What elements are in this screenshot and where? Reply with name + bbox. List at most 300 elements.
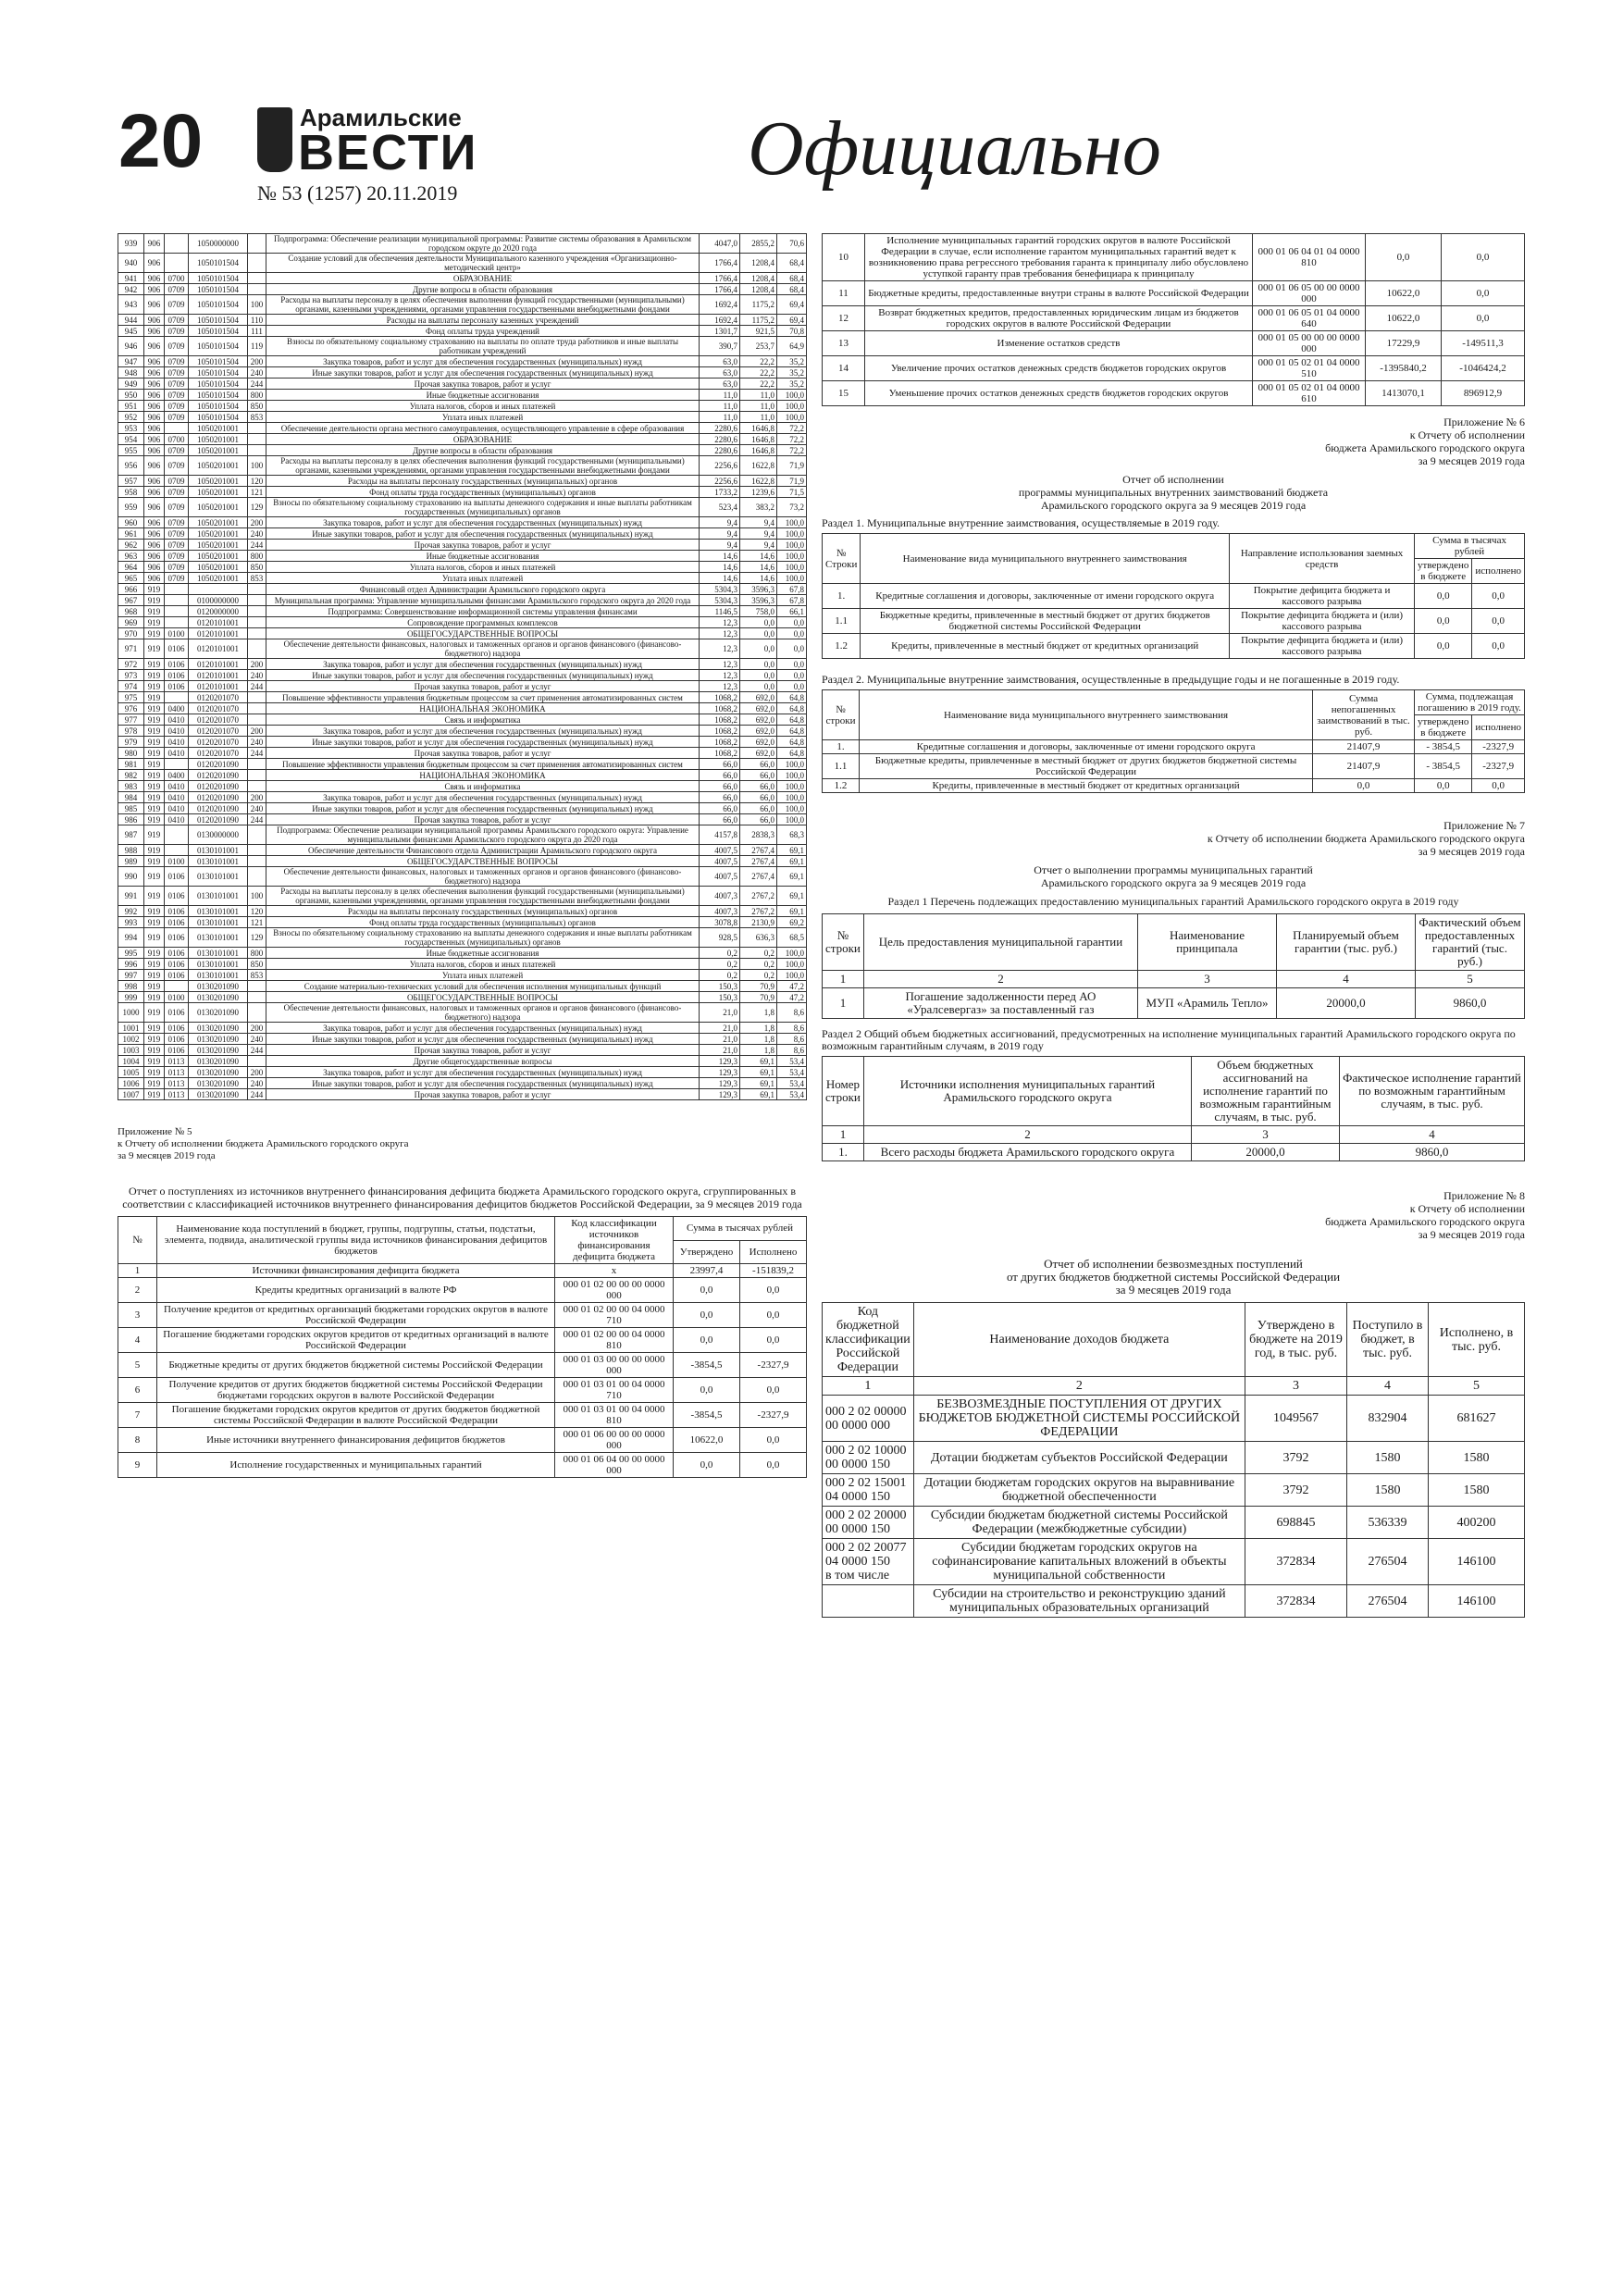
table-row [118,737,807,748]
column-header: Код бюджетной классификации Российской Федерации [823,1303,914,1377]
table-cell: 1050201001 [189,517,248,528]
table-cell: Уплата налогов, сборов и иных платежей [266,959,700,970]
header-balance: Сумма непогашенных заимствований в тыс. руб. [1313,690,1415,740]
table-cell: 906 [144,295,165,315]
table-cell [248,1056,266,1067]
table-cell: 64,8 [777,737,807,748]
table-cell: 1004 [118,1056,144,1067]
table-cell [248,992,266,1003]
table-cell: 64,9 [777,337,807,356]
table-cell: Покрытие дефицита бюджета и (или) кассового разрыва [1230,634,1415,659]
table-cell: 0106 [165,906,189,917]
column-header: Утверждено в бюджете на 2019 год, в тыс. руб. [1245,1303,1347,1377]
table-cell: 69,4 [777,315,807,326]
table-cell: 2767,4 [740,856,777,867]
header-direction: Направление использования заемных средств [1230,534,1415,584]
table-row [118,540,807,551]
column-header: 4 [1340,1126,1525,1144]
page-number: 20 [118,99,204,183]
table-cell: 1208,4 [740,284,777,295]
table-cell: 70,8 [777,326,807,337]
table-cell: 23997,4 [674,1264,740,1278]
table-cell: 72,2 [777,423,807,434]
header-row [823,914,1525,971]
table-cell: БЕЗВОЗМЕЗДНЫЕ ПОСТУПЛЕНИЯ ОТ ДРУГИХ БЮДЖЕТОВ БЮДЖЕТНОЙ СИСТЕМЫ РОССИЙСКОЙ ФЕДЕРАЦИИ [913,1396,1245,1442]
table-cell: 800 [248,551,266,562]
table-cell: 1050201001 [189,456,248,476]
table-row [823,234,1525,281]
table-cell: 2280,6 [700,434,740,445]
table-cell: 129 [248,498,266,517]
table-row [823,306,1525,331]
table-cell: 955 [118,445,144,456]
table-row [118,1278,807,1303]
table-cell: 66,0 [740,759,777,770]
table-cell: 0,0 [740,1303,807,1328]
table-cell: 0,0 [740,1453,807,1478]
table-cell: 100,0 [777,792,807,803]
table-cell [248,692,266,703]
table-cell: 66,0 [740,803,777,814]
table-row [823,1507,1525,1539]
table-cell: 1733,2 [700,487,740,498]
table-cell: Исполнение государственных и муниципальных гарантий [157,1453,555,1478]
table-cell: Муниципальная программа: Управление муниципальными финансами Арамильского городского округа до 2020 года [266,595,700,606]
table-row [118,867,807,887]
table-cell: 0709 [165,337,189,356]
table-cell: 0106 [165,917,189,928]
table-cell: 0120201070 [189,703,248,714]
table-cell: 0,0 [740,681,777,692]
table-cell: 1. [823,740,860,754]
table-row [823,1474,1525,1507]
table-cell: 200 [248,1023,266,1034]
table-cell: 0130101001 [189,856,248,867]
table-cell: 66,0 [700,781,740,792]
table-cell: 100,0 [777,401,807,412]
table-cell [248,867,266,887]
table-cell: 919 [144,887,165,906]
table-cell: 1175,2 [740,315,777,326]
table-row [118,617,807,628]
table-cell: Связь и информатика [266,781,700,792]
table-cell: Иные источники внутреннего финансирования дефицитов бюджетов [157,1428,555,1453]
table-cell: 240 [248,737,266,748]
column-header: Наименование принципала [1138,914,1277,971]
table-cell: 0,0 [674,1303,740,1328]
table-cell: 240 [248,528,266,540]
table-cell: 100 [248,456,266,476]
table-cell: 0113 [165,1067,189,1078]
table-cell: 244 [248,681,266,692]
table-cell: 0709 [165,551,189,562]
table-cell: x [555,1264,674,1278]
column-header: 4 [1277,971,1416,988]
table-row [118,1056,807,1067]
table-cell: 0,0 [740,1428,807,1453]
table-cell: 1050101504 [189,390,248,401]
expenditure-table [118,233,807,1100]
table-cell: 2855,2 [740,234,777,254]
table-cell: 692,0 [740,748,777,759]
table-cell: 100,0 [777,959,807,970]
table-cell: 000 2 02 15001 04 0000 150 [823,1474,914,1507]
table-row [823,1585,1525,1618]
table-cell: 12,3 [700,639,740,659]
table-row [118,295,807,315]
table-cell: 1003 [118,1045,144,1056]
table-cell: Обеспечение деятельности Финансового отдела Администрации Арамильского городского округа [266,845,700,856]
table-cell: 800 [248,948,266,959]
table-cell: 1580 [1347,1474,1429,1507]
table-cell: Иные закупки товаров, работ и услуг для обеспечения государственных (муниципальных) нужд [266,528,700,540]
table-cell: Обеспечение деятельности финансовых, налоговых и таможенных органов и органов финансового (финансово-бюджетного) надзора [266,639,700,659]
table-cell: 998 [118,981,144,992]
table-cell: 9,4 [740,528,777,540]
app6-title: Отчет об исполнении программы муниципальных внутренних заимствований бюджета Арамильского городского округа за 9 месяцев 2019 года [1018,473,1329,512]
table-cell: 948 [118,367,144,379]
table-cell: 919 [144,1045,165,1056]
right-column [822,233,1525,1618]
table-cell: 982 [118,770,144,781]
table-cell: 990 [118,867,144,887]
table-cell: 1050101504 [189,273,248,284]
table-cell: 2838,3 [740,825,777,845]
table-cell: 63,0 [700,356,740,367]
table-cell: 5304,3 [700,595,740,606]
column-header: 3 [1245,1377,1347,1396]
table-cell: 991 [118,887,144,906]
table-cell: Фонд оплаты труда учреждений [266,326,700,337]
table-cell: 758,0 [740,606,777,617]
table-cell [248,759,266,770]
table-cell: 0113 [165,1089,189,1100]
app6-table2 [822,689,1525,793]
table-cell: 14,6 [740,562,777,573]
table-cell: Обеспечение деятельности органа местного самоуправления, осуществляющего управление в сфере образования [266,423,700,434]
table-cell: Расходы на выплаты персоналу государственных (муниципальных) органов [266,476,700,487]
table-cell [165,234,189,254]
table-cell: 0130101001 [189,928,248,948]
table-cell: 21,0 [700,1045,740,1056]
table-cell: 919 [144,659,165,670]
table-cell: 0113 [165,1056,189,1067]
table-cell: 47,2 [777,981,807,992]
table-cell: 681627 [1429,1396,1525,1442]
table-cell: 986 [118,814,144,825]
table-cell: 1050201001 [189,562,248,573]
table-row [118,390,807,401]
table-cell: 15 [823,381,865,406]
table-cell: 919 [144,628,165,639]
table-cell: Иные бюджетные ассигнования [266,551,700,562]
table-cell [165,617,189,628]
table-cell: 692,0 [740,703,777,714]
table-cell: 69,2 [777,917,807,928]
table-cell: 0106 [165,1045,189,1056]
table-cell: Иные закупки товаров, работ и услуг для обеспечения государственных (муниципальных) нужд [266,670,700,681]
table-cell: 0130201090 [189,992,248,1003]
table-cell: 0709 [165,412,189,423]
table-cell: 1.1 [823,609,861,634]
table-cell: 100 [248,887,266,906]
table-cell: 919 [144,959,165,970]
table-cell: 0130201090 [189,1045,248,1056]
table-cell: 000 01 06 04 01 04 0000 810 [1253,234,1366,281]
table-cell: 0400 [165,703,189,714]
table-cell: 63,0 [700,367,740,379]
table-cell: 1622,8 [740,456,777,476]
table-cell: 0120201070 [189,737,248,748]
table-cell: Другие вопросы в области образования [266,445,700,456]
table-cell: 967 [118,595,144,606]
table-cell [248,628,266,639]
table-cell: Прочая закупка товаров, работ и услуг [266,814,700,825]
table-cell: 276504 [1347,1539,1429,1585]
table-cell: 1050201001 [189,573,248,584]
table-cell: 0709 [165,445,189,456]
table-row [118,379,807,390]
app8-table [822,1302,1525,1618]
table-cell: Закупка товаров, работ и услуг для обеспечения государственных (муниципальных) нужд [266,726,700,737]
table-cell: 1 [823,988,864,1019]
table-cell [248,856,266,867]
table-cell: 21407,9 [1313,740,1415,754]
table-row [118,573,807,584]
table-cell: 120 [248,906,266,917]
table-cell: 1646,8 [740,445,777,456]
table-cell: 0120101001 [189,617,248,628]
app7-section2: Раздел 2 Общий объем бюджетных ассигнований, предусмотренных на исполнение муниципальных гарантий Арамильского городского округа по возможным гарантийным случаям, в 2019 году [822,1027,1516,1052]
table-cell [248,703,266,714]
table-cell: ОБРАЗОВАНИЕ [266,434,700,445]
table-row [118,606,807,617]
table-cell [165,692,189,703]
header-approved: утверждено в бюджете [1415,715,1472,740]
table-cell: -2327,9 [740,1353,807,1378]
table-row [118,681,807,692]
table-cell: Финансовый отдел Администрации Арамильского городского округа [266,584,700,595]
table-cell: 1050101504 [189,379,248,390]
table-cell: 0106 [165,1003,189,1023]
table-cell: 3 [118,1303,157,1328]
table-cell: 976 [118,703,144,714]
table-cell: Иные бюджетные ассигнования [266,390,700,401]
table-cell: 969 [118,617,144,628]
logo-big-text: ВЕСТИ [298,125,478,180]
table-cell: 129,3 [700,1056,740,1067]
table-row [118,792,807,803]
table-cell: Взносы по обязательному социальному страхованию на выплаты денежного содержания и иные выплаты работникам государственных (муниципальных) органов [266,928,700,948]
table-cell: 64,8 [777,748,807,759]
table-cell: 919 [144,917,165,928]
table-cell: 906 [144,326,165,337]
table-cell: 0106 [165,948,189,959]
table-cell: 0120201070 [189,726,248,737]
table-cell: Увеличение прочих остатков денежных средств бюджетов городских округов [865,356,1253,381]
table-cell [165,595,189,606]
table-cell: 35,2 [777,356,807,367]
table-row [118,887,807,906]
table-cell: 0130201090 [189,1089,248,1100]
table-cell: 6 [118,1378,157,1403]
table-cell: 949 [118,379,144,390]
table-cell: 100,0 [777,551,807,562]
table-cell: Подпрограмма: Совершенствование информационной системы управления финансами [266,606,700,617]
table-cell: Подпрограмма: Обеспечение реализации муниципальной программы: Развитие системы образования в Арамильском городском округе до 2020 года [266,234,700,254]
table-row [118,692,807,703]
table-cell: 0709 [165,562,189,573]
table-cell: 21407,9 [1313,754,1415,779]
table-cell: 200 [248,517,266,528]
table-cell: 1766,4 [700,284,740,295]
table-cell: 957 [118,476,144,487]
table-cell: 1.2 [823,634,861,659]
table-cell: 70,9 [740,981,777,992]
column-header: Фактическое исполнение гарантий по возможным гарантийным случаям, в тыс. руб. [1340,1057,1525,1126]
table-row [118,770,807,781]
table-row [118,254,807,273]
table-row [823,988,1525,1019]
table-row [118,628,807,639]
table-row [118,412,807,423]
table-cell: 22,2 [740,356,777,367]
table-cell: 276504 [1347,1585,1429,1618]
table-cell: 1068,2 [700,703,740,714]
table-cell: 240 [248,670,266,681]
table-cell: 100,0 [777,517,807,528]
logo-small-text: Арамильские [300,104,462,131]
table-cell: 906 [144,337,165,356]
table-cell: Субсидии бюджетам городских округов на софинансирование капитальных вложений в объекты муниципальной собственности [913,1539,1245,1585]
table-cell: 0106 [165,887,189,906]
table-cell: 0,0 [1472,779,1525,793]
table-cell: 0410 [165,726,189,737]
table-cell: 000 01 06 04 00 00 0000 000 [555,1453,674,1478]
newspaper-logo [257,104,479,178]
table-cell: 0410 [165,714,189,726]
table-cell: 1646,8 [740,423,777,434]
table-cell: Взносы по обязательному социальному страхованию на выплаты по оплате труда работников и иные выплаты работникам учреждений [266,337,700,356]
table-cell: 919 [144,759,165,770]
table-cell: 939 [118,234,144,254]
app7-approval: Приложение № 7 к Отчету об исполнении бюджета Арамильского городского округа за 9 месяцев 2019 года [1207,819,1525,858]
table-cell: Бюджетные кредиты от других бюджетов бюджетной системы Российской Федерации [157,1353,555,1378]
table-row [118,928,807,948]
table-cell: 0709 [165,284,189,295]
table-cell: 0,0 [1472,634,1525,659]
table-cell: 8,6 [777,1034,807,1045]
table-row [118,703,807,714]
table-cell: 100,0 [777,573,807,584]
table-cell: 12,3 [700,659,740,670]
table-cell: Обеспечение деятельности финансовых, налоговых и таможенных органов и органов финансового (финансово-бюджетного) надзора [266,867,700,887]
table-cell: 921,5 [740,326,777,337]
table-cell: Бюджетные кредиты, привлеченные в местный бюджет от других бюджетов бюджетной системы Российской Федерации [860,754,1313,779]
table-cell: -3854,5 [674,1353,740,1378]
table-cell: -2327,9 [1472,754,1525,779]
app5-approval: Приложение № 5 к Отчету об исполнении бюджета Арамильского городского округа за 9 месяцев 2019 года [118,1126,409,1161]
table-cell: 12,3 [700,681,740,692]
table-cell: 0120201070 [189,714,248,726]
table-cell: 1068,2 [700,726,740,737]
table-cell: 906 [144,528,165,540]
header-row [823,1057,1525,1126]
table-cell: 906 [144,412,165,423]
table-cell: 964 [118,562,144,573]
table-cell: Возврат бюджетных кредитов, предоставленных юридическим лицам из бюджетов городских округов в валюте Российской Федерации [865,306,1253,331]
table-cell: 0,0 [1313,779,1415,793]
table-cell: 000 01 06 00 00 00 0000 000 [555,1428,674,1453]
table-cell: 992 [118,906,144,917]
table-cell: 66,0 [700,792,740,803]
table-cell: 200 [248,659,266,670]
table-cell: 951 [118,401,144,412]
table-cell: 0,0 [740,617,777,628]
table-cell: 11,0 [700,412,740,423]
column-header: 3 [1138,971,1277,988]
table-cell [248,639,266,659]
header-row [823,1377,1525,1396]
table-cell: 35,2 [777,367,807,379]
table-cell: 383,2 [740,498,777,517]
table-cell: 8,6 [777,1003,807,1023]
table-cell: 20000,0 [1277,988,1416,1019]
table-cell: 800 [248,390,266,401]
table-row [118,670,807,681]
table-cell: 64,8 [777,692,807,703]
left-column [118,233,807,1478]
table-cell: 0709 [165,487,189,498]
table-cell: 100,0 [777,781,807,792]
app8-approval: Приложение № 8 к Отчету об исполнении бюджета Арамильского городского округа за 9 месяцев 2019 года [1325,1189,1525,1241]
table-cell: 100,0 [777,540,807,551]
table-cell: 111 [248,326,266,337]
table-cell: 7 [118,1403,157,1428]
table-row [118,315,807,326]
table-cell: 919 [144,992,165,1003]
table-cell: 22,2 [740,379,777,390]
table-cell: 919 [144,814,165,825]
table-cell: 000 01 03 01 00 04 0000 710 [555,1378,674,1403]
header-approved: Утверждено [674,1240,740,1264]
table-row [118,917,807,928]
table-cell: 121 [248,917,266,928]
table-cell [165,584,189,595]
table-cell: 961 [118,528,144,540]
table-cell: 947 [118,356,144,367]
table-cell: 0,0 [740,628,777,639]
table-cell: 0120101001 [189,659,248,670]
table-cell: 0130101001 [189,867,248,887]
table-cell: 0120101001 [189,670,248,681]
table-cell: 1766,4 [700,254,740,273]
table-cell: 0120201070 [189,748,248,759]
table-row [118,726,807,737]
table-row [823,1442,1525,1474]
table-cell: 372834 [1245,1585,1347,1618]
table-cell: 372834 [1245,1539,1347,1585]
table-cell: 12,3 [700,670,740,681]
table-cell: Закупка товаров, работ и услуг для обеспечения государственных (муниципальных) нужд [266,659,700,670]
table-cell: 919 [144,867,165,887]
table-cell [189,584,248,595]
table-cell: Подпрограмма: Обеспечение реализации муниципальной программы Арамильского городского округа: Управление муниципальными финансами Арамильского городского округа до 2020 года [266,825,700,845]
table-cell: 0,2 [740,948,777,959]
table-cell: 64,8 [777,714,807,726]
table-cell: 919 [144,617,165,628]
table-cell: 240 [248,1034,266,1045]
